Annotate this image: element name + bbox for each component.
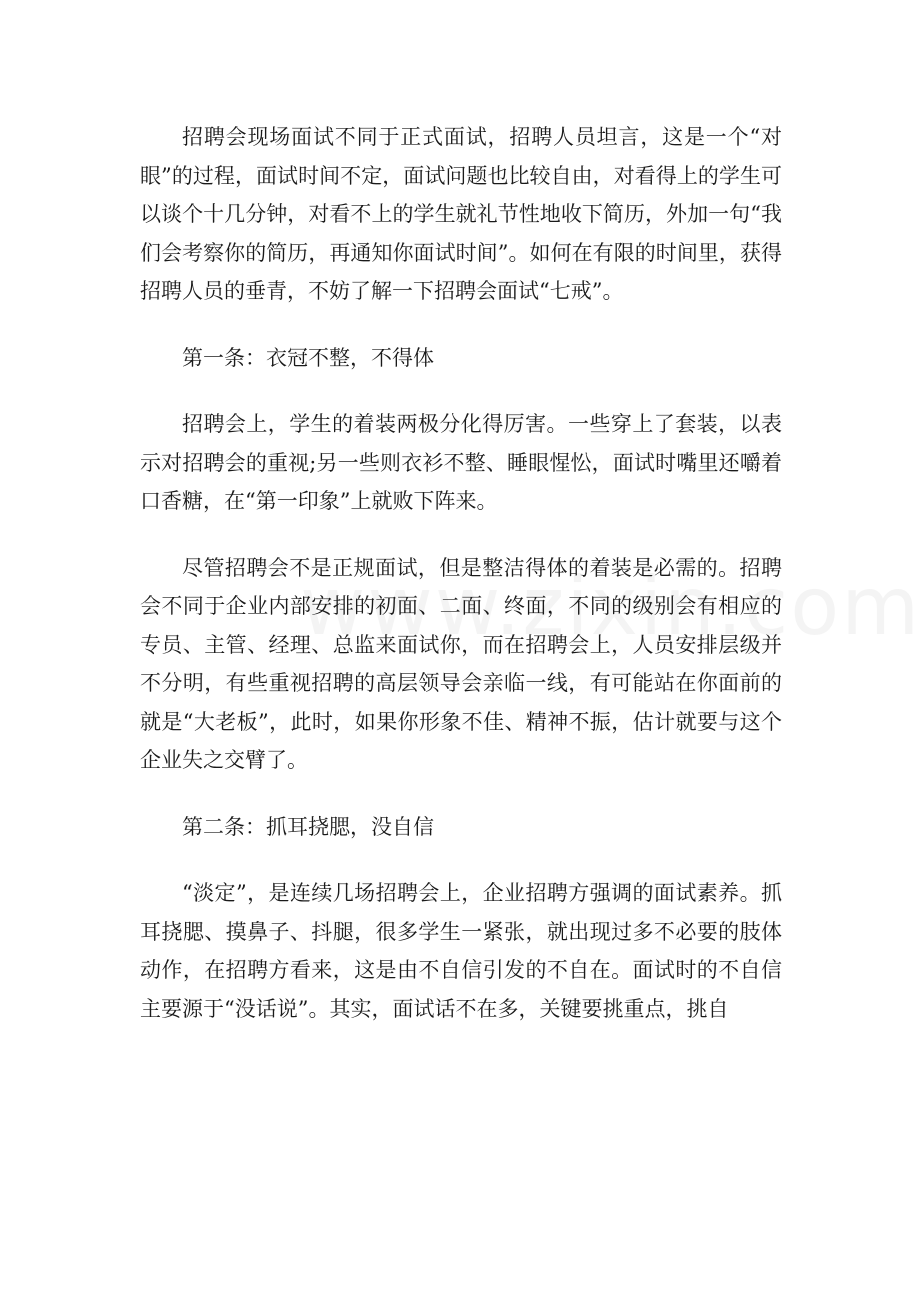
paragraph-confidence: “淡定”，是连续几场招聘会上，企业招聘方强调的面试素养。抓耳挠腮、摸鼻子、抖腿，很多学生一紧张，就出现过多不必要的肢体动作，在招聘方看来，这是由不自信引发的不自在。面试时的不自信主要源于“没话说”。其实，面试话不在多，关键要挑重点，挑自 xyxy=(140,881,782,1021)
document-body xyxy=(140,118,782,1056)
paragraph-attire-detail: 尽管招聘会不是正规面试，但是整洁得体的着装是必需的。招聘会不同于企业内部安排的初面、二面、终面，不同的级别会有相应的专员、主管、经理、总监来面试你，而在招聘会上，人员安排层级并不分明，有些重视招聘的高层领导会亲临一线，有可能站在你面前的就是“大老板”，此时，如果你形象不佳、精神不振，估计就要与这个企业失之交臂了。 xyxy=(140,555,782,772)
paragraph-intro: 招聘会现场面试不同于正式面试，招聘人员坦言，这是一个“对眼”的过程，面试时间不定，面试问题也比较自由，对看得上的学生可以谈个十几分钟，对看不上的学生就礼节性地收下简历，外加一句“我们会考察你的简历，再通知你面试时间”。如何在有限的时间里，获得招聘人员的垂青，不妨了解一下招聘会面试“七戒”。 xyxy=(140,125,782,303)
section-heading-1: 第一条：衣冠不整，不得体 xyxy=(182,345,434,370)
section-heading-2: 第二条：抓耳挠腮，没自信 xyxy=(182,814,434,839)
paragraph-attire: 招聘会上，学生的着装两极分化得厉害。一些穿上了套装，以表示对招聘会的重视;另一些则衣衫不整、睡眼惺忪，面试时嘴里还嚼着口香糖，在“第一印象”上就败下阵来。 xyxy=(140,412,782,513)
